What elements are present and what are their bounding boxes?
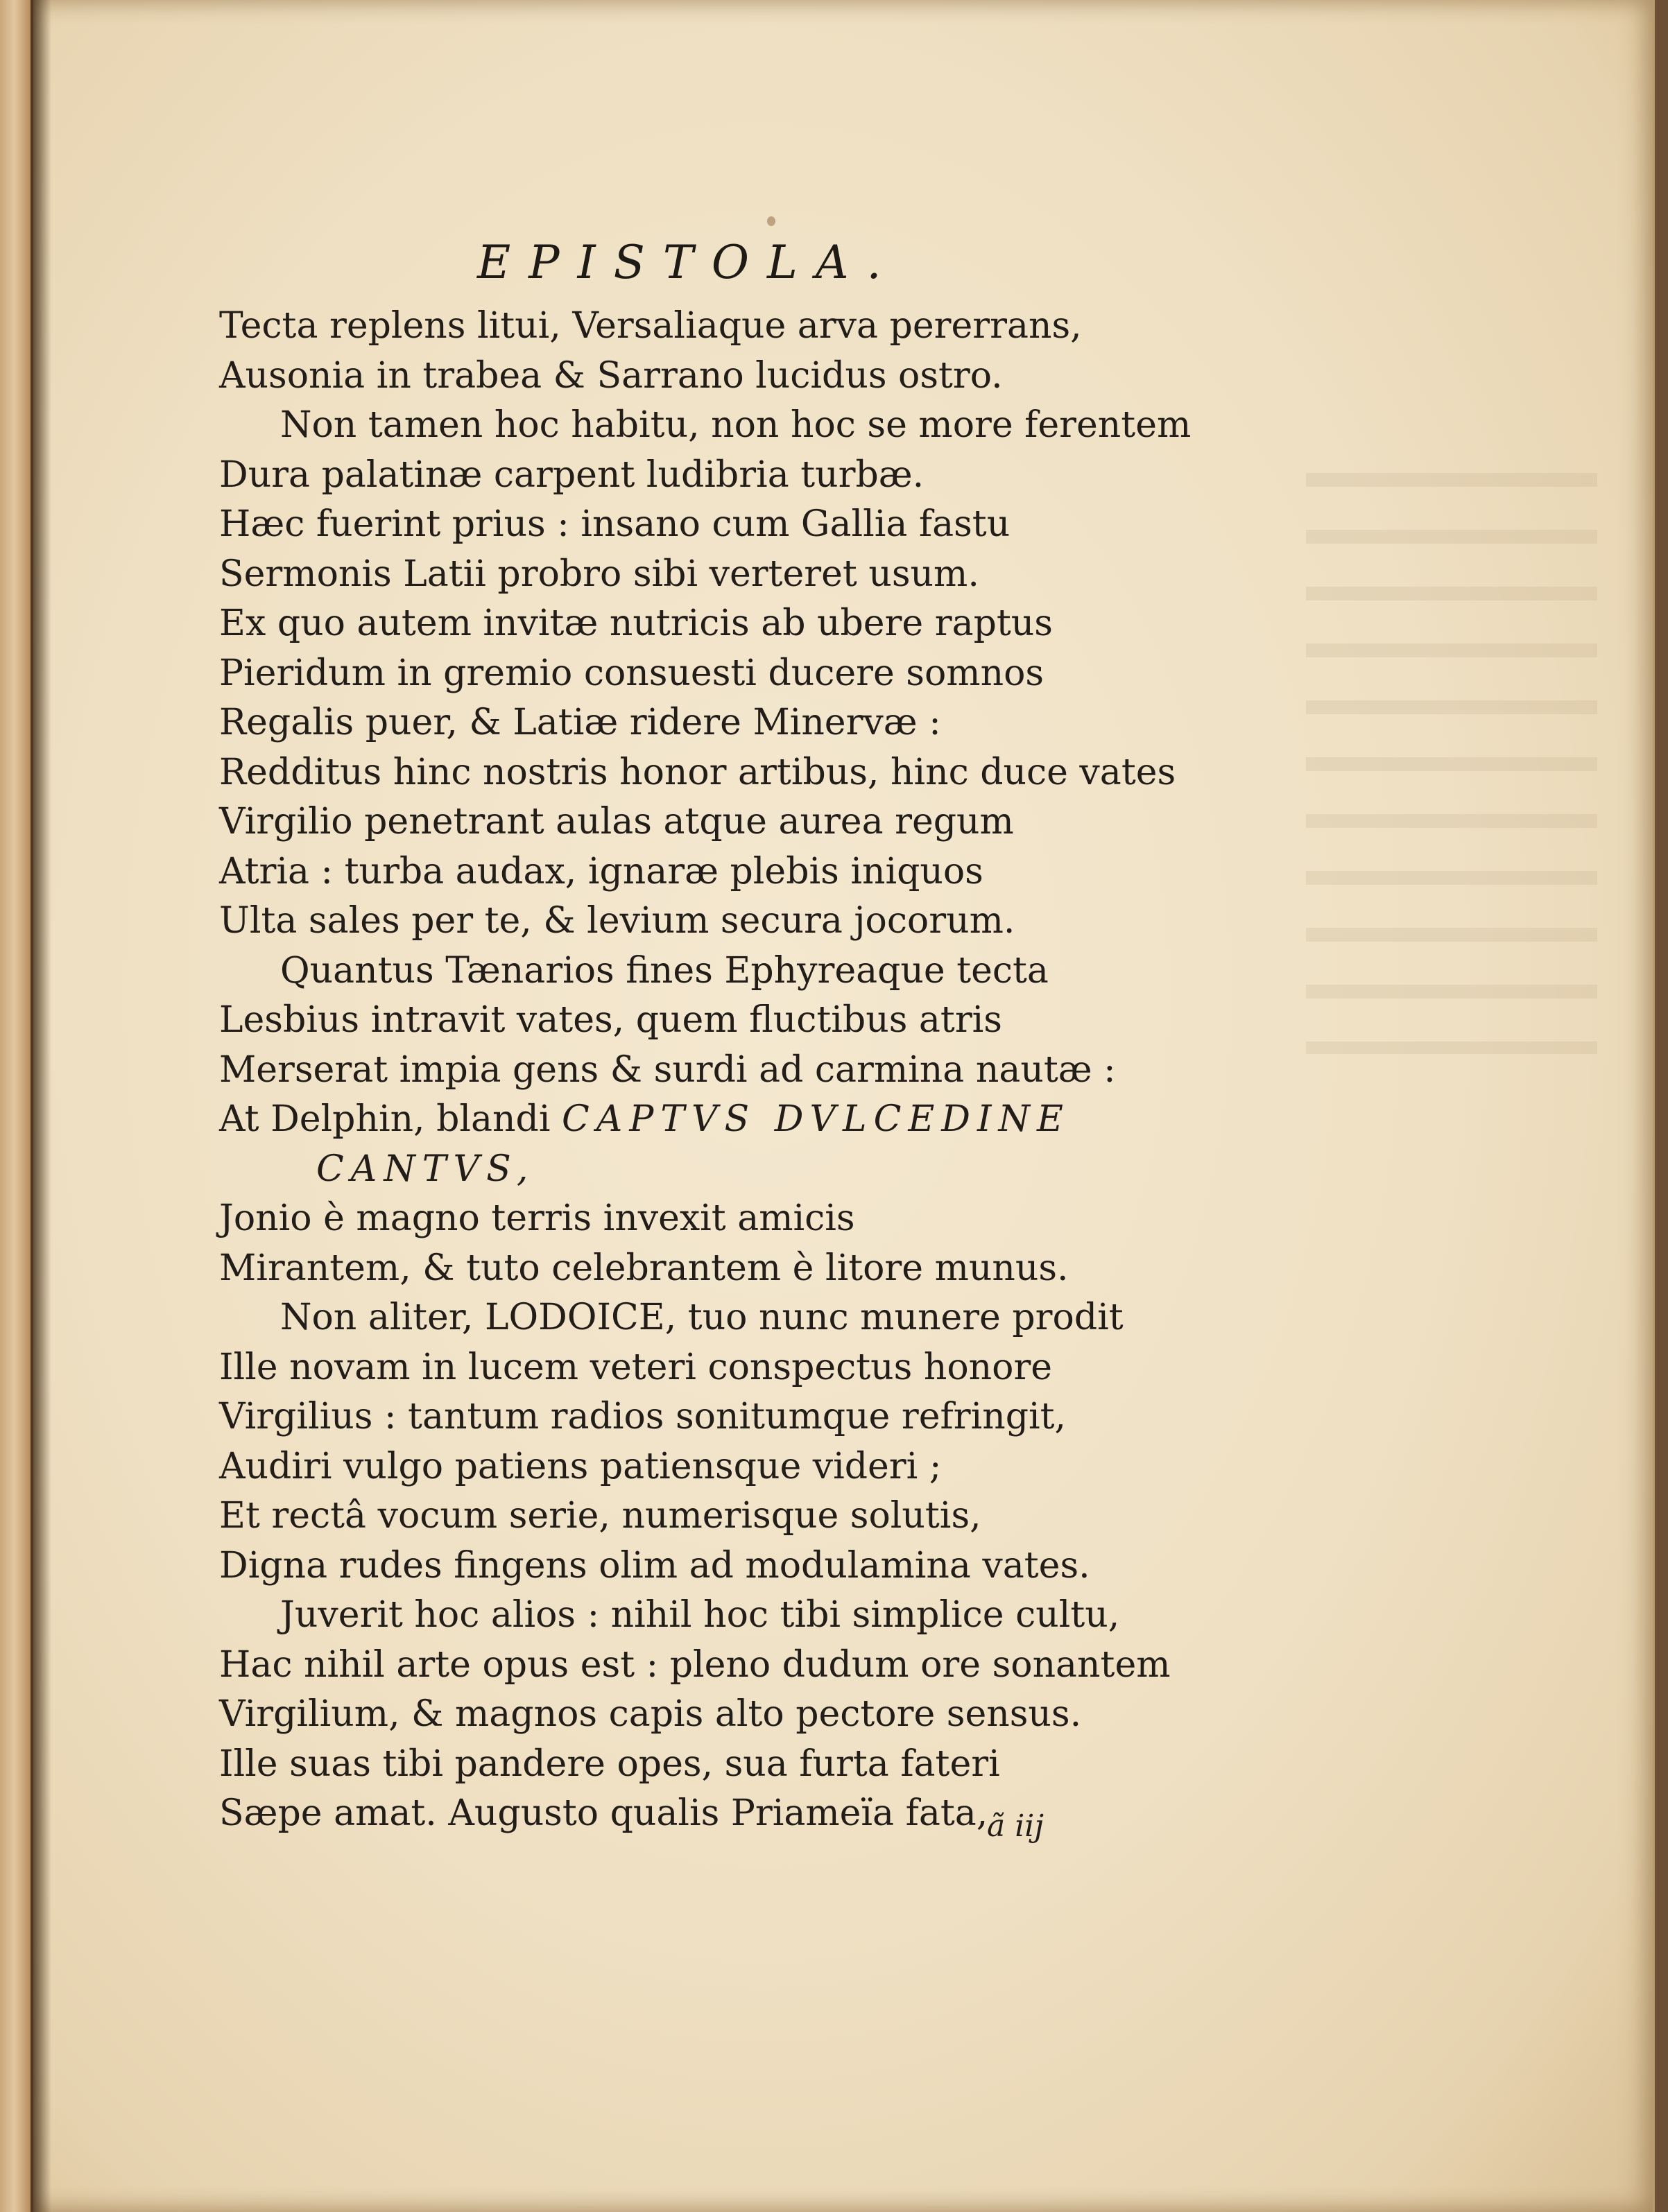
- line-text: Virgilium, & magnos capis alto pectore sensus.: [219, 1693, 1082, 1735]
- text-line: [219, 698, 1225, 748]
- show-through-text: [1306, 430, 1597, 1054]
- text-line: [219, 1194, 1225, 1244]
- line-text: Pieridum in gremio consuesti ducere somnos: [219, 652, 1044, 694]
- line-text: Regalis puer, & Latiæ ridere Minervæ :: [219, 702, 941, 743]
- text-line: [219, 1392, 1225, 1442]
- text-line: [219, 1591, 1225, 1641]
- text-line: [219, 748, 1225, 798]
- left-page-edge: [0, 0, 36, 2212]
- text-line: [219, 649, 1225, 699]
- line-text: Et rectâ vocum serie, numerisque solutis,: [219, 1495, 981, 1537]
- line-text: Lesbius intravit vates, quem fluctibus atris: [219, 999, 1002, 1041]
- text-line: [219, 1492, 1225, 1541]
- text-line: [219, 1789, 1225, 1839]
- text-line: [219, 1343, 1225, 1393]
- text-line: [219, 352, 1225, 401]
- line-text: Mirantem, & tuto celebrantem è litore munus.: [219, 1247, 1069, 1289]
- line-text: CANTVS,: [316, 1148, 535, 1190]
- text-line: [219, 947, 1225, 996]
- line-text: Audiri vulgo patiens patiensque videri ;: [219, 1445, 942, 1487]
- text-line: [219, 550, 1225, 600]
- ink-speck: [767, 216, 775, 226]
- running-head: EPISTOLA.: [477, 236, 900, 289]
- line-text: Redditus hinc nostris honor artibus, hinc duce vates: [219, 751, 1176, 793]
- text-line: [219, 500, 1225, 550]
- line-text: Hæc fuerint prius : insano cum Gallia fastu: [219, 503, 1011, 545]
- line-text: Juverit hoc alios : nihil hoc tibi simplice cultu,: [280, 1594, 1120, 1636]
- book-page: [33, 0, 1655, 2212]
- line-text: Ex quo autem invitæ nutricis ab ubere raptus: [219, 603, 1053, 644]
- text-line: [219, 1541, 1225, 1591]
- line-text: Ille suas tibi pandere opes, sua furta fateri: [219, 1743, 1000, 1785]
- text-line: [219, 1095, 1225, 1145]
- line-text: Dura palatinæ carpent ludibria turbæ.: [219, 453, 925, 496]
- line-text: Non aliter, LODOICE, tuo nunc munere prodit: [280, 1297, 1124, 1338]
- poem-text: [219, 302, 1225, 1839]
- line-text: Atria : turba audax, ignaræ plebis iniquos: [219, 850, 983, 892]
- text-line: [219, 1145, 1225, 1195]
- text-line: [219, 599, 1225, 649]
- line-text: Digna rudes fingens olim ad modulamina vates.: [219, 1544, 1090, 1587]
- line-text: Jonio è magno terris invexit amicis: [219, 1198, 855, 1239]
- line-text: Sermonis Latii probro sibi verteret usum.: [219, 553, 979, 595]
- line-text: Ulta sales per te, & levium secura jocorum.: [219, 900, 1015, 942]
- text-line: [219, 847, 1225, 897]
- line-text: Virgilio penetrant aulas atque aurea regum: [219, 801, 1014, 843]
- text-line: [219, 1046, 1225, 1096]
- line-text: Non tamen hoc habitu, non hoc se more ferentem: [280, 404, 1192, 446]
- text-line: [219, 1442, 1225, 1492]
- text-line: [219, 797, 1225, 847]
- line-text: Merserat impia gens & surdi ad carmina nautæ :: [219, 1048, 1116, 1091]
- line-text: Ille novam in lucem veteri conspectus honore: [219, 1346, 1053, 1388]
- line-text: Sæpe amat. Augusto qualis Priameïa fata,: [219, 1792, 988, 1834]
- text-line: [219, 1244, 1225, 1294]
- text-line: [219, 1641, 1225, 1691]
- line-text: Ausonia in trabea & Sarrano lucidus ostro.: [219, 354, 1003, 397]
- text-line: [219, 996, 1225, 1046]
- text-line: [219, 1690, 1225, 1740]
- line-text: Hac nihil arte opus est : pleno dudum ore sonantem: [219, 1643, 1171, 1686]
- text-line: [219, 302, 1225, 352]
- text-line: [219, 401, 1225, 451]
- line-text: At Delphin, blandi: [219, 1098, 551, 1140]
- line-text: Virgilius : tantum radios sonitumque refringit,: [219, 1396, 1067, 1437]
- line-text: Tecta replens litui, Versaliaque arva pererrans,: [219, 305, 1082, 347]
- text-line: [219, 451, 1225, 501]
- text-line: [219, 897, 1225, 947]
- text-line: [219, 1293, 1225, 1343]
- line-italic-caps: CAPTVS DVLCEDINE: [561, 1098, 1070, 1140]
- text-line: [219, 1740, 1225, 1790]
- signature-mark: ã iij: [987, 1808, 1044, 1844]
- line-text: Quantus Tænarios fines Ephyreaque tecta: [280, 949, 1049, 992]
